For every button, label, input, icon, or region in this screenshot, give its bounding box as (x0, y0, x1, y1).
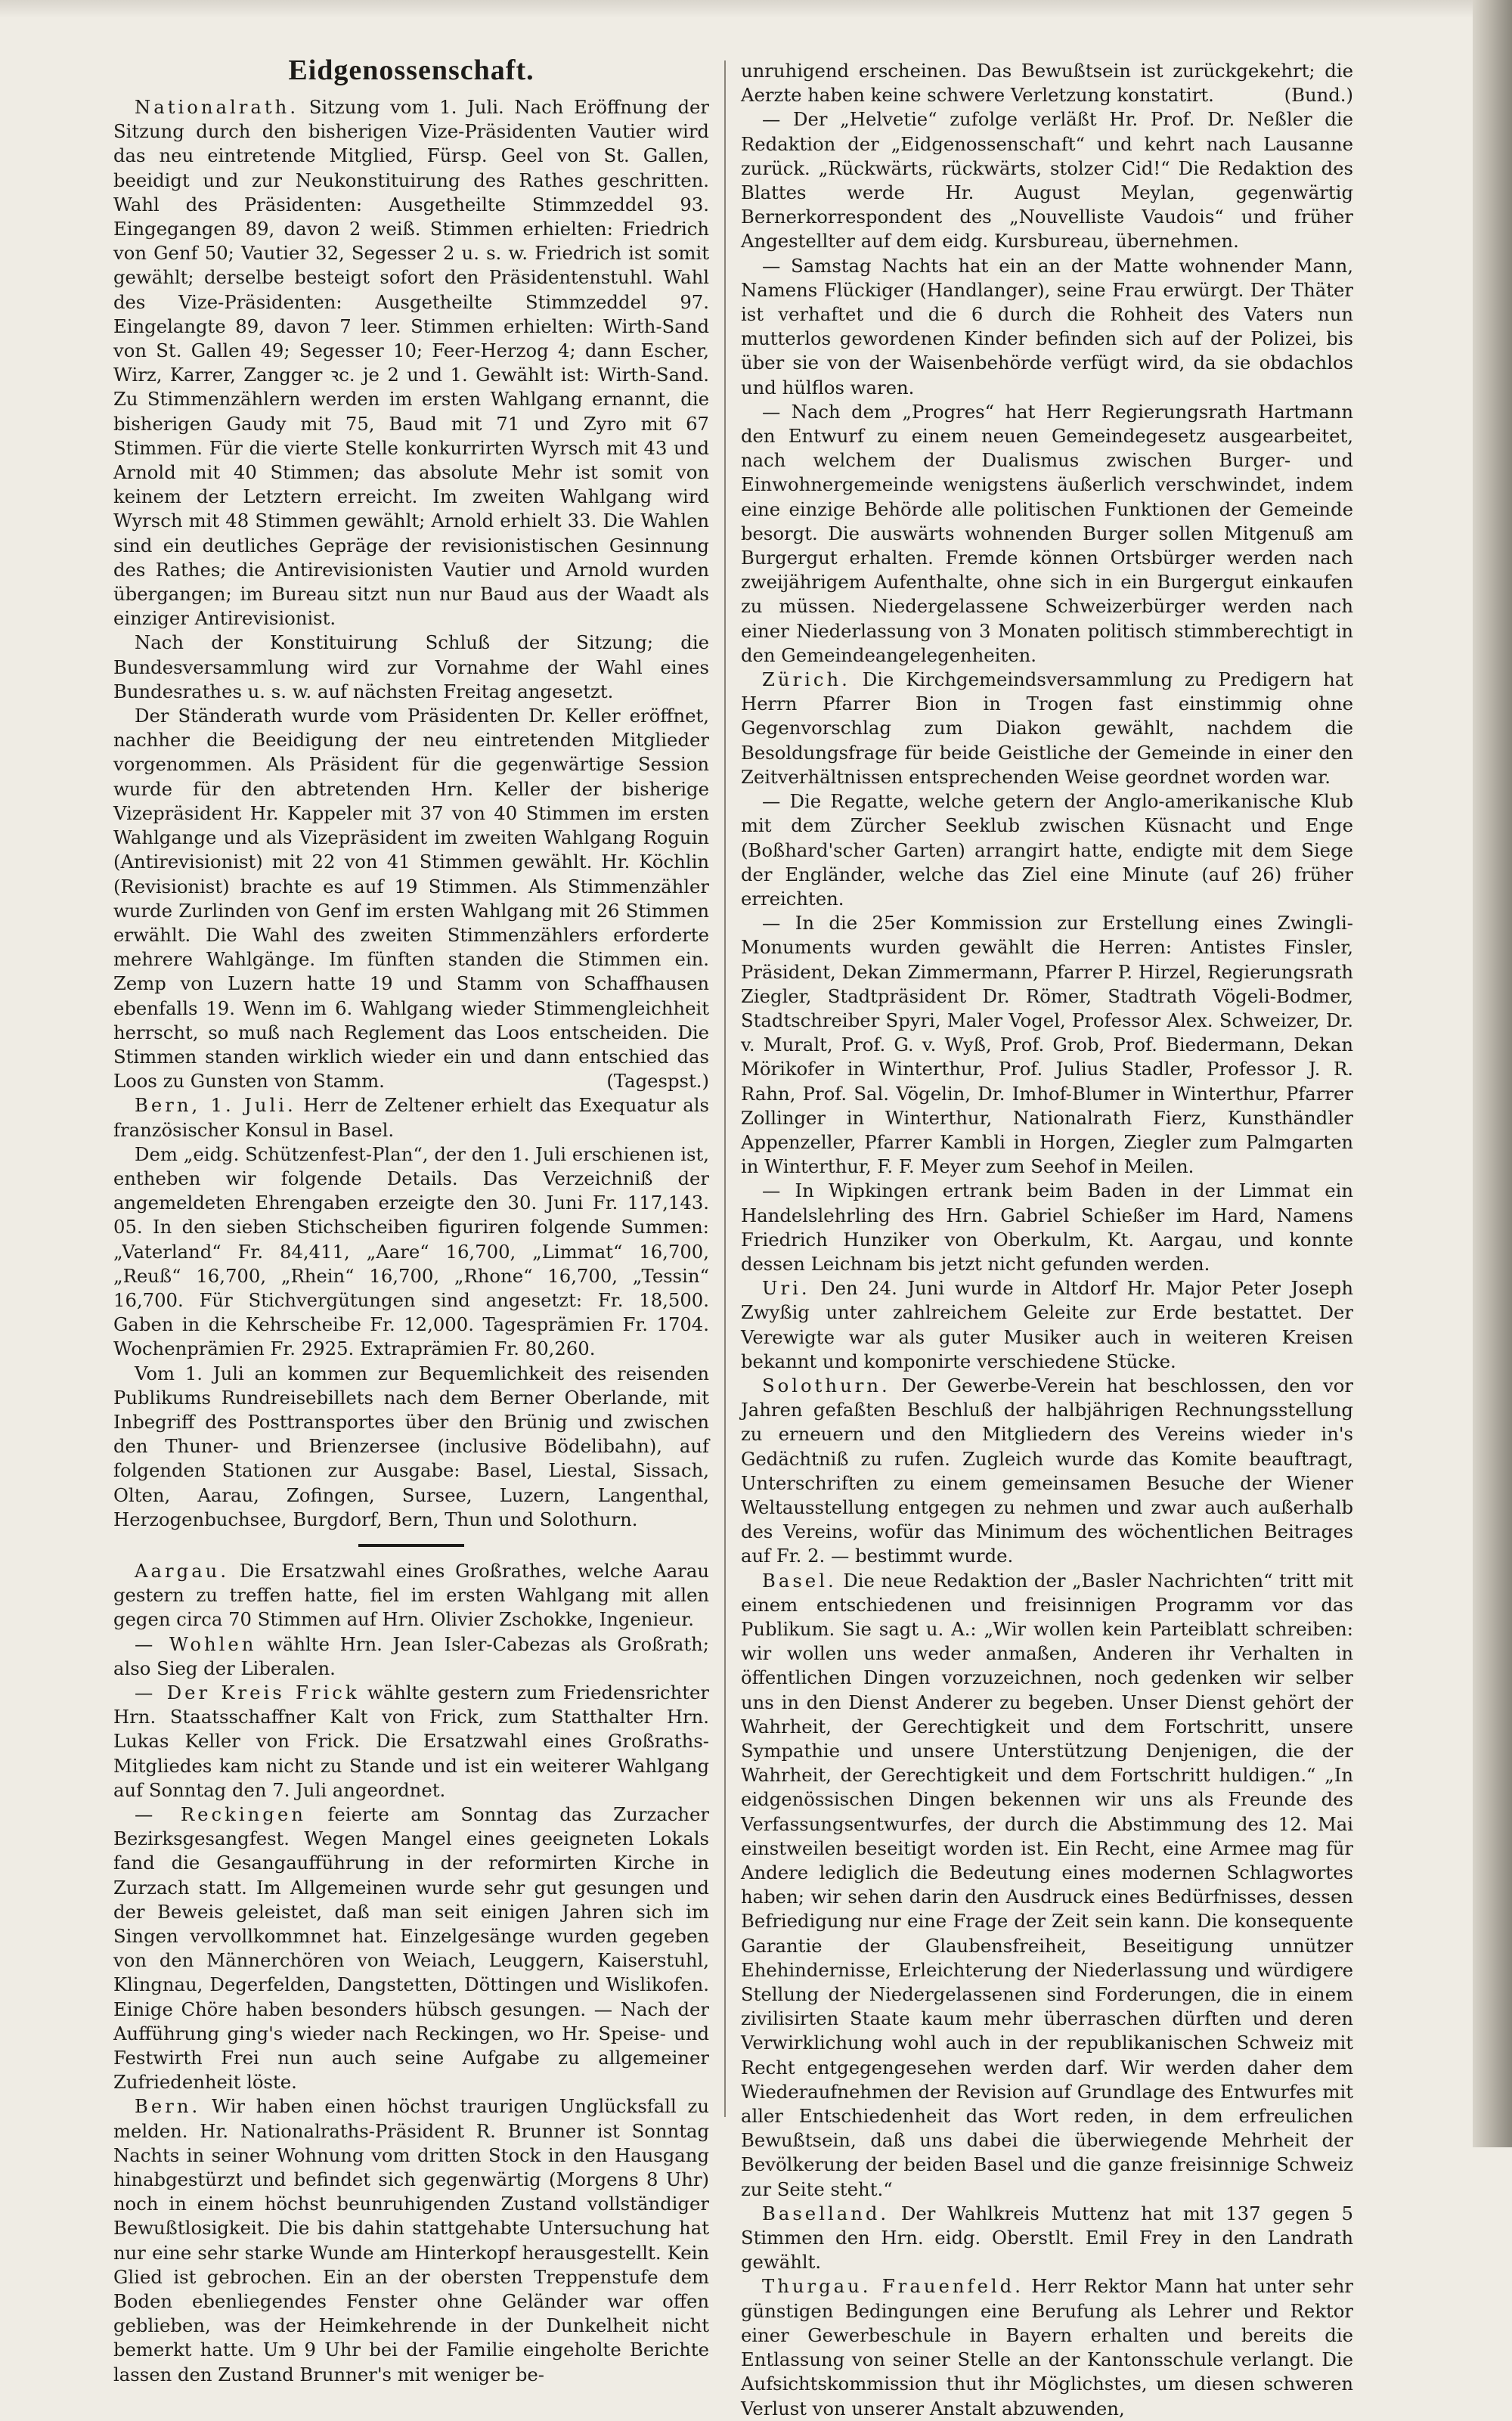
news-item (113, 1362, 709, 1532)
news-text: wählte gestern zum Friedensrichter Hrn. Staatsschaffner Kalt von Frick, zum Statthalter Hrn. Lukas Keller von Frick. Die Ersatzwahl eines Großraths-Mitgliedes kam nicht zu Stande und ist ein weiterer Wahlgang auf Sonntag den 7. Juli angeordnet. (113, 1682, 709, 1801)
news-text: — Samstag Nachts hat ein an der Matte wohnender Mann, Namens Flückiger (Handlanger), seine Frau erwürgt. Der Thäter ist verhaftet und die 6 durch die Rohheit des Vaters nun mutterlos gewordenen Kinder befinden sich auf der Polizei, bis über sie von der Waisenbehörde verfügt wird, da sie obdachlos und hülflos waren. (741, 254, 1353, 398)
news-item (741, 2274, 1353, 2420)
news-dateline: Nationalrath. (135, 96, 299, 118)
news-item (113, 95, 709, 631)
page-shadow (0, 0, 1473, 18)
news-text: Die Ersatzwahl eines Großrathes, welche Aarau gestern zu treffen hatte, fiel im ersten Wahlgang mit allen gegen circa 70 Stimmen auf Hrn. Olivier Zschokke, Ingenieur. (113, 1559, 709, 1631)
news-item (741, 2202, 1353, 2275)
news-text: Der Ständerath wurde vom Präsidenten Dr. Keller eröffnet, nachher die Beeidigung der neu eintretenden Mitglieder vorgenommen. Als Präsident für die gegenwärtige Session wurde für den abtretenden Hrn. Keller der bisherige Vizepräsident Hr. Kappeler mit 37 von 40 Stimmen im ersten Wahlgange und als Vizepräsident im zweiten Wahlgang Roguin (Antirevisionist) mit 22 von 41 Stimmen gewählt. Hr. Köchlin (Revisionist) brachte es auf 19 Stimmen. Als Stimmenzähler wurde Zurlinden von Genf im ersten Wahlgang mit 26 Stimmen erwählt. Die Wahl des zweiten Stimmenzählers erforderte mehrere Wahlgänge. Im fünften standen die Stimmen ein. Zemp von Luzern hatte 19 und Stamm von Schaffhausen ebenfalls 19. Wenn im 6. Wahlgang wieder Stimmengleichheit herrscht, so muß nach Reglement das Loos entscheiden. Die Stimmen standen wirklich wieder ein und dann entschied das Loos zu Gunsten von Stamm. (113, 705, 709, 1093)
news-item (741, 107, 1353, 253)
news-text: Nach der Konstituirung Schluß der Sitzung; die Bundesversammlung wird zur Vornahme der Wahl eines Bundesrathes u. s. w. auf nächsten Freitag angesetzt. (113, 631, 709, 702)
news-source: (Bund.) (1284, 84, 1353, 107)
news-text: — Der „Helvetie“ zufolge verläßt Hr. Prof. Dr. Neßler die Redaktion der „Eidgenossenschaft“ und kehrt nach Lausanne zurück. „Rückwärts, rückwärts, stolzer Cid!“ Die Redaktion des Blattes werde Hr. August Meylan, gegenwärtig Bernerkorrespondent des „Nouvelliste Vaudois“ und früher Angestellter auf dem eidg. Kursbureau, übernehmen. (741, 108, 1353, 253)
page-edge (1473, 0, 1512, 2147)
news-text: — In Wipkingen ertrank beim Baden in der Limmat ein Handelslehrling des Hrn. Gabriel Schießer im Hard, Namens Friedrich Hunziker von Oberkulm, Kt. Aargau, und konnte dessen Leichnam bis jetzt nicht gefunden werden. (741, 1180, 1353, 1275)
right-column-body (741, 59, 1353, 2421)
news-dateline: Bern, 1. Juli. (135, 1094, 296, 1117)
news-item (741, 668, 1353, 789)
news-item (113, 1093, 709, 1142)
left-column-body (113, 95, 709, 2387)
news-dateline: — Wohlen (135, 1632, 257, 1655)
news-item (741, 1569, 1353, 2202)
news-dateline: Solothurn. (762, 1374, 891, 1396)
news-text: Dem „eidg. Schützenfest-Plan“, der den 1. Juli erschienen ist, entheben wir folgende Details. Das Verzeichniß der angemeldeten Ehrengaben erzeigte den 30. Juni Fr. 117,143. 05. In den sieben Stichscheiben figuriren folgende Summen: „Vaterland“ Fr. 84,411, „Aare“ 16,700, „Limmat“ 16,700, „Reuß“ 16,700, „Rhein“ 16,700, „Rhone“ 16,700, „Tessin“ 16,700. Für Stichvergütungen sind angesetzt: Fr. 18,500. Gaben in die Kehrscheibe Fr. 12,000. Tagesprämien Fr. 1704. Wochenprämien Fr. 2925. Extraprämien Fr. 80,260. (113, 1142, 709, 1360)
news-item (741, 1276, 1353, 1374)
news-dateline: Aargau. (135, 1559, 230, 1582)
news-text: — Nach dem „Progres“ hat Herr Regierungsrath Hartmann den Entwurf zu einem neuen Gemeindegesetz ausgearbeitet, nach welchem der Dualismus zwischen Burger- und Einwohnergemeinde wenigstens äußerlich verschwindet, indem eine einzige Behörde alle politischen Funktionen der Gemeinde besorgt. Die auswärts wohnenden Burger sollen Mitgenuß am Burgergut erhalten. Fremde können Ortsbürger werden nach zweijährigem Aufenthalte, ohne sich in ein Burgergut einkaufen zu müssen. Niedergelassene Schweizerbürger werden nach einer Niederlassung von 3 Monaten politisch stimmberechtigt in den Gemeindeangelegenheiten. (741, 400, 1353, 666)
news-item (113, 1681, 709, 1803)
news-dateline: Thurgau. Frauenfeld. (762, 2275, 1024, 2298)
section-title: Eidgenossenschaft. (288, 54, 534, 86)
news-item (113, 1559, 709, 1632)
news-item (113, 704, 709, 1093)
news-item (113, 631, 709, 704)
news-dateline: Uri. (762, 1277, 810, 1300)
news-dateline: — Der Kreis Frick (135, 1682, 360, 1703)
news-item (741, 59, 1353, 107)
news-dateline: Zürich. (762, 668, 850, 691)
news-item (113, 2094, 709, 2386)
news-text: feierte am Sonntag das Zurzacher Bezirksgesangfest. Wegen Mangel eines geeigneten Lokals fand die Gesangaufführung in der reformirten Kirche in Zurzach statt. Im Allgemeinen wurde sehr gut gesungen und der Beweis geleistet, daß man seit einigen Jahren sich im Singen vervollkommnet hat. Einzelgesänge wurden gegeben von den Männerchören von Weiach, Leuggern, Kaiserstuhl, Klingnau, Degerfelden, Dangstetten, Döttingen und Wislikofen. Einige Chöre haben besonders hübsch gesungen. — Nach der Aufführung ging's wieder nach Reckingen, wo Hr. Speise- und Festwirth Frei nun auch seine Aufgabe zu allgemeiner Zufriedenheit löste. (113, 1803, 709, 2094)
news-dateline: Baselland. (762, 2202, 890, 2224)
news-source: (Tagespst.) (606, 1070, 709, 1093)
news-text: Den 24. Juni wurde in Altdorf Hr. Major Peter Joseph Zwyßig unter zahlreichem Geleite zur Erde bestattet. Der Verewigte war als guter Musiker auch in weiteren Kreisen bekannt und komponirte verschiedene Stücke. (741, 1277, 1353, 1372)
news-text: Der Wahlkreis Muttenz hat mit 137 gegen 5 Stimmen den Hrn. eidg. Oberstlt. Emil Frey in den Landrath gewählt. (741, 2202, 1353, 2274)
news-item (741, 400, 1353, 668)
news-item (113, 1803, 709, 2094)
news-text: Sitzung vom 1. Juli. Nach Eröffnung der Sitzung durch den bisherigen Vize-Präsidenten Vautier wird das neu eintretende Mitglied, Fürsp. Geel von St. Gallen, beeidigt und zur Neukonstituirung des Rathes geschritten. Wahl des Präsidenten: Ausgetheilte Stimmzeddel 93. Eingegangen 89, davon 2 weiß. Stimmen erhielten: Friedrich von Genf 50; Vautier 32, Segesser 2 u. s. w. Friedrich ist somit gewählt; derselbe besteigt sofort den Präsidentenstuhl. Wahl des Vize-Präsidenten: Ausgetheilte Stimmzeddel 97. Eingelangte 89, davon 7 leer. Stimmen erhielten: Wirth-Sand von St. Gallen 49; Segesser 10; Feer-Herzog 4; dann Escher, Wirz, Karrer, Zangger ꝛc. je 2 und 1. Gewählt ist: Wirth-Sand. Zu Stimmenzählern werden im ersten Wahlgang ernannt, die bisherigen Gaudy mit 75, Baud mit 71 und Zyro mit 67 Stimmen. Für die vierte Stelle konkurrirten Wyrsch mit 43 und Arnold mit 40 Stimmen; das absolute Mehr ist somit von keinem der Letztern erreicht. Im zweiten Wahlgang wird Wyrsch mit 48 Stimmen gewählt; Arnold erhielt 33. Die Wahlen sind ein deutliches Gepräge der revisionistischen Gesinnung des Rathes; die Antirevisionisten Vautier und Arnold wurden übergangen; im Bureau sitzt nun nur Baud aus der Waadt als einziger Antirevisionist. (113, 96, 709, 630)
news-text: Herr de Zeltener erhielt das Exequatur als französischer Konsul in Basel. (113, 1094, 709, 1141)
news-text: Wir haben einen höchst traurigen Unglücksfall zu melden. Hr. Nationalraths-Präsident R. Brunner ist Sonntag Nachts in seiner Wohnung vom dritten Stock in den Hausgang hinabgestürzt und befindet sich gegenwärtig (Morgens 8 Uhr) noch in einem höchst beunruhigenden Zustand vollständiger Bewußtlosigkeit. Die bis dahin stattgehabte Untersuchung hat nur eine sehr starke Wunde am Hinterkopf herausgestellt. Kein Glied ist gebrochen. Ein an der obersten Treppenstufe dem Boden ebenliegendes Fenster ohne Geländer war offen geblieben, was der Heimkehrende in der Dunkelheit nicht bemerkt hatte. Um 9 Uhr bei der Familie eingeholte Berichte lassen den Zustand Brunner's mit weniger be- (113, 2095, 709, 2385)
news-dateline: Bern. (135, 2095, 201, 2118)
news-item (741, 254, 1353, 400)
news-dateline: — Reckingen (135, 1803, 306, 1826)
news-item (741, 1374, 1353, 1569)
news-text: Der Gewerbe-Verein hat beschlossen, den vor Jahren gefaßten Beschluß der halbjährigen Rechnungsstellung zu erneuern und den Mitgliedern des Vereins wieder in's Gedächtniß zu rufen. Zugleich wurde das Komite beauftragt, Unterschriften zu einem gemeinsamen Besuche der Wiener Weltausstellung entgegen zu nehmen und zwar auch außerhalb des Vereins, wofür das Minimum des wöchentlichen Beitrages auf Fr. 2. — bestimmt wurde. (741, 1374, 1353, 1567)
news-text: Vom 1. Juli an kommen zur Bequemlichkeit des reisenden Publikums Rundreisebillets nach dem Berner Oberlande, mit Inbegriff des Posttransportes über den Brünig und zwischen den Thuner- und Brienzersee (inclusive Bödelibahn), auf folgenden Stationen zur Ausgabe: Basel, Liestal, Sissach, Olten, Aarau, Zofingen, Sursee, Luzern, Langenthal, Herzogenbuchsee, Burgdorf, Bern, Thun und Solothurn. (113, 1362, 709, 1530)
news-text: wählte Hrn. Jean Isler-Cabezas als Großrath; also Sieg der Liberalen. (113, 1632, 709, 1679)
news-text: Herr Rektor Mann hat unter sehr günstigen Bedingungen eine Berufung als Lehrer und Rektor einer Gewerbeschule in Bayern erhalten und bereits die Entlassung von seiner Stelle an der Kantonsschule verlangt. Die Aufsichtskommission thut ihr Möglichstes, um diesen schweren Verlust von unserer Anstalt abzuwenden, (741, 2275, 1353, 2419)
left-column (113, 54, 709, 2387)
column-rule (724, 60, 726, 2117)
news-item (113, 1142, 709, 1362)
news-item (741, 789, 1353, 911)
news-item (741, 1179, 1353, 1276)
news-text: unruhigend erscheinen. Das Bewußtsein ist zurückgekehrt; die Aerzte haben keine schwere Verletzung konstatirt. (741, 60, 1353, 107)
news-text: — Die Regatte, welche getern der Anglo-amerikanische Klub mit dem Zürcher Seeklub zwischen Küsnacht und Enge (Boßhard'scher Garten) arrangirt hatte, endigte mit dem Siege der Engländer, welche das Ziel eine Minute (auf 26) früher erreichten. (741, 790, 1353, 910)
news-item (741, 911, 1353, 1179)
news-text: Die neue Redaktion der „Basler Nachrichten“ tritt mit einem entschiedenen und freisinnigen Programm vor das Publikum. Sie sagt u. A.: „Wir wollen kein Parteiblatt schreiben: wir wollen uns weder anmaßen, Anderen ihr Verhalten in öffentlichen Dingen vorzuzeichnen, noch gedenken wir selber uns in den Dienst Anderer zu begeben. Unser Dienst gehört der Wahrheit, der Gerechtigkeit und dem Fortschritt, unsere Sympathie und unsere Unterstützung Denjenigen, die der Wahrheit, der Gerechtigkeit und dem Fortschritt huldigen.“ „In eidgenössischen Dingen bekennen wir uns als Freunde des Verfassungsentwurfes, der durch die Abstimmung des 12. Mai einstweilen beseitigt worden ist. Ein Recht, eine Armee mag für Andere lediglich die Bedeutung eines modernen Schlagwortes haben; wir sehen darin den Ausdruck eines Bedürfnisses, dessen Befriedigung nur eine Frage der Zeit sein kann. Die konsequente Garantie der Glaubensfreiheit, Beseitigung unnützer Ehehindernisse, Erleichterung der Niederlassung und würdigere Stellung der Niedergelassenen sind Forderungen, die in einem zivilisirten Staate kaum mehr überraschen dürften und deren Verwirklichung wohl auch in der republikanischen Schweiz mit Recht entgegengesehen werden darf. Wir werden daher dem Wiederaufnehmen der Revision auf Grundlage des Entwurfes mit aller Entschiedenheit das Wort reden, in dem erfreulichen Bewußtsein, daß uns dabei die überwiegende Mehrheit der Bevölkerung der beiden Basel und die ganze freisinnige Schweiz zur Seite steht.“ (741, 1569, 1353, 2200)
section-separator (358, 1544, 464, 1547)
right-column (741, 59, 1353, 2421)
news-dateline: Basel. (762, 1569, 837, 1592)
news-text: Die Kirchgemeindsversammlung zu Predigern hat Herrn Pfarrer Bion in Trogen fast einstimmig ohne Gegenvorschlag zum Diakon gewählt, nachdem die Besoldungsfrage für beide Geistliche der Gemeinde in einer den Zeitverhältnissen entsprechenden Weise geordnet worden war. (741, 668, 1353, 788)
news-text: — In die 25er Kommission zur Erstellung eines Zwingli-Monuments wurden gewählt die Herren: Antistes Finsler, Präsident, Dekan Zimmermann, Pfarrer P. Hirzel, Regierungsrath Ziegler, Stadtpräsident Dr. Römer, Stadtrath Vögeli-Bodmer, Stadtschreiber Spyri, Maler Vogel, Professor Alex. Schweizer, Dr. v. Muralt, Prof. G. v. Wyß, Prof. Grob, Prof. Biedermann, Dekan Mörikofer in Winterthur, Prof. Julius Stadler, Professor J. R. Rahn, Prof. Sal. Vögelin, Dr. Imhof-Blumer in Winterthur, Pfarrer Zollinger in Winterthur, Nationalrath Fierz, Kunsthändler Appenzeller, Pfarrer Kambli in Horgen, Ziegler zum Palmgarten in Winterthur, F. F. Meyer zum Seehof in Meilen. (741, 912, 1353, 1178)
news-item (113, 1632, 709, 1681)
